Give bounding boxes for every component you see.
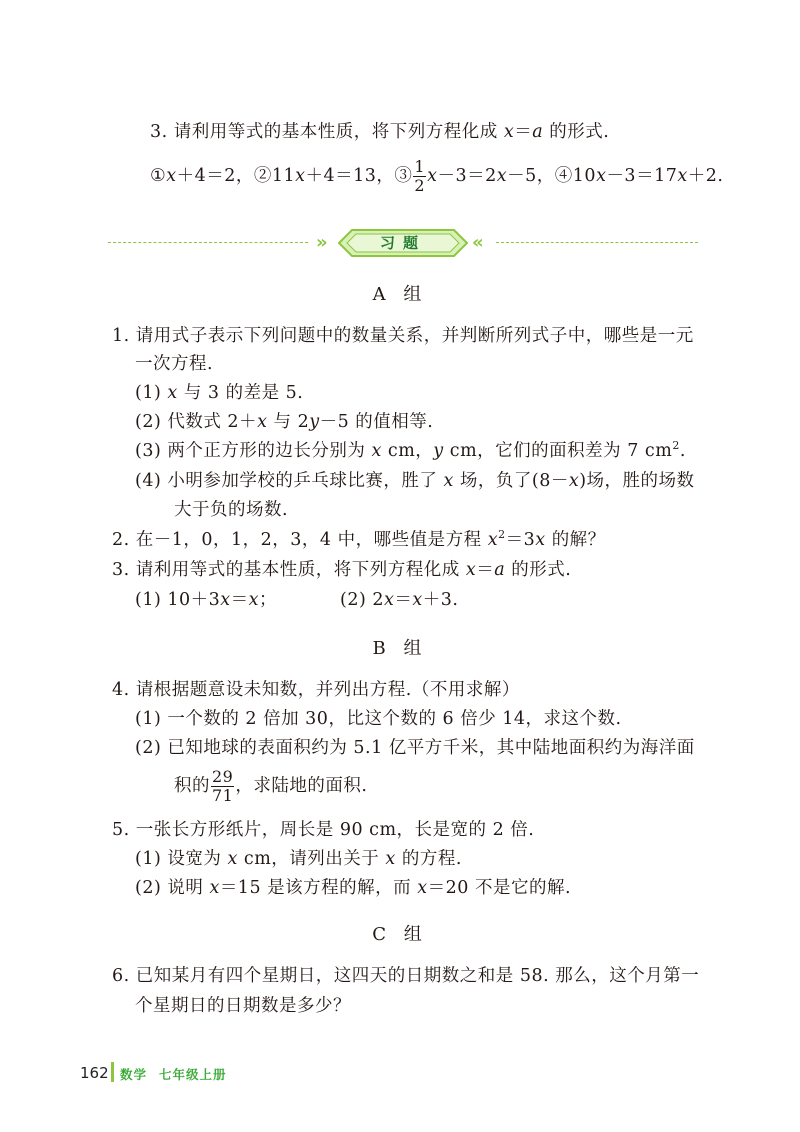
- equals-sign: ＝: [514, 122, 533, 142]
- page-number: 162: [80, 1064, 109, 1082]
- text: 的方程.: [401, 849, 462, 869]
- exercise-text: 请利用等式的基本性质，将下列方程化成: [173, 122, 498, 142]
- text: ＝: [394, 590, 413, 610]
- text: 的形式.: [511, 560, 572, 580]
- var-x: x: [257, 412, 268, 432]
- var-x: x: [167, 383, 178, 403]
- text: 2. 在－1，0，1，2，3，4 中，哪些值是方程: [112, 530, 482, 550]
- var-a: a: [494, 560, 506, 580]
- text: ＝3: [505, 530, 536, 550]
- var-x: x: [503, 122, 515, 142]
- var-x: x: [412, 590, 423, 610]
- text: 与 2: [273, 412, 310, 432]
- var-x: x: [596, 166, 607, 186]
- text: ＝: [476, 560, 495, 580]
- q4-line1: 4. 请根据题意设未知数，并列出方程.（不用求解）: [112, 680, 520, 700]
- book-title: [120, 1065, 227, 1083]
- header-dashed-line-left: [108, 242, 308, 243]
- var-x: x: [443, 471, 454, 491]
- text: cm，它们的面积差为 7 cm: [449, 441, 673, 461]
- var-x: x: [227, 849, 238, 869]
- circled-number: ②: [253, 166, 272, 186]
- text: (2) 说明: [135, 878, 204, 898]
- chevron-right-icon: »: [316, 232, 324, 253]
- var-x: x: [384, 590, 395, 610]
- var-x: x: [535, 530, 546, 550]
- text: 的解？: [551, 530, 606, 550]
- text: ；: [259, 590, 278, 610]
- var-x: x: [385, 849, 396, 869]
- book-grade: 七年级上册: [159, 1067, 227, 1082]
- text: 与 3 的差是 5.: [183, 383, 304, 403]
- q1-sub2: [135, 410, 433, 434]
- equation-text: ＋4＝2，: [176, 166, 254, 186]
- footer-divider: [111, 1062, 114, 1082]
- q1-sub4: [135, 469, 695, 493]
- var-x: x: [427, 166, 438, 186]
- fraction-denominator: 71: [212, 786, 234, 805]
- fraction-numerator: 29: [212, 767, 234, 786]
- var-x: x: [248, 590, 260, 610]
- q1-sub1: [135, 381, 303, 405]
- fraction-numerator: 1: [414, 157, 426, 176]
- var-x: x: [371, 441, 382, 461]
- text: ＝: [230, 590, 249, 610]
- var-x: x: [220, 590, 231, 610]
- q4-sub2-line2: [174, 766, 367, 806]
- book-subject: 数学: [120, 1067, 148, 1082]
- q1-line2: 一次方程.: [135, 354, 214, 374]
- var-x: x: [677, 166, 688, 186]
- text: (3) 两个正方形的边长分别为: [135, 441, 366, 461]
- equation-text: ＋2.: [687, 166, 724, 186]
- fraction-denominator: 2: [414, 176, 426, 195]
- equation-text: －3＝2: [437, 166, 497, 186]
- text: (2) 2: [340, 590, 384, 610]
- text: －5 的值相等.: [319, 412, 434, 432]
- var-x: x: [496, 166, 508, 186]
- superscript: 2: [498, 528, 506, 541]
- exercise-number: 3.: [150, 122, 168, 142]
- q4-sub2: (2) 已知地球的表面积约为 5.1 亿平方千米，其中陆地面积约为海洋面: [135, 738, 695, 758]
- equation-list: [150, 156, 723, 196]
- equation-text: －5，: [507, 166, 555, 186]
- exercise-tail: 的形式.: [549, 122, 610, 142]
- q3-part1: [135, 588, 277, 612]
- group-b-title: B 组: [372, 638, 428, 659]
- q4-sub1: (1) 一个数的 2 倍加 30，比这个数的 6 倍少 14，求这个数.: [135, 709, 622, 729]
- equation-text: 10: [572, 166, 597, 186]
- badge-label: 习题: [379, 234, 426, 252]
- var-a: a: [532, 122, 544, 142]
- superscript: 2: [672, 439, 680, 452]
- text: (4) 小明参加学校的乒乓球比赛，胜了: [135, 471, 438, 491]
- text: ，求陆地的面积.: [235, 776, 368, 796]
- var-x: x: [166, 166, 177, 186]
- q1-sub3: [135, 439, 686, 465]
- text: 3. 请利用等式的基本性质，将下列方程化成: [112, 560, 460, 580]
- q3-part2: [340, 588, 458, 612]
- text: (1): [135, 383, 162, 403]
- text: ＋3.: [422, 590, 459, 610]
- equation-text: ＋4＝13，: [305, 166, 395, 186]
- text: )场，胜的场数: [579, 471, 695, 491]
- q6-line1: 6. 已知某月有四个星期日，这四天的日期数之和是 58. 那么，这个月第一: [112, 966, 700, 986]
- text: ＝15 是该方程的解，而: [219, 878, 412, 898]
- text: (1) 设宽为: [135, 849, 222, 869]
- equation-text: －3＝17: [606, 166, 678, 186]
- header-dashed-line-right: [496, 242, 698, 243]
- circled-number: ④: [554, 166, 573, 186]
- var-x: x: [568, 471, 580, 491]
- exercise-badge: [338, 229, 468, 257]
- text: (1) 10＋3: [135, 590, 221, 610]
- var-x: x: [465, 560, 477, 580]
- q5-line1: 5. 一张长方形纸片，周长是 90 cm，长是宽的 2 倍.: [112, 820, 535, 840]
- group-c-title: C 组: [372, 924, 428, 945]
- q5-sub1: [135, 847, 462, 871]
- q1-line1: 1. 请用式子表示下列问题中的数量关系，并判断所列式子中，哪些是一元: [112, 326, 694, 346]
- circled-number: ③: [394, 166, 413, 186]
- q6-line2: 个星期日的日期数是多少？: [135, 996, 351, 1016]
- text: 积的: [174, 776, 210, 796]
- var-x: x: [209, 878, 220, 898]
- chevron-left-icon: «: [472, 232, 480, 253]
- fraction: [413, 158, 426, 195]
- fraction: [211, 768, 234, 805]
- text: cm，: [387, 441, 434, 461]
- q1-sub4-line2: 大于负的场数.: [174, 500, 289, 520]
- var-y: y: [433, 441, 444, 461]
- group-a-title: A 组: [372, 284, 428, 305]
- q5-sub2: [135, 876, 571, 900]
- var-x: x: [295, 166, 306, 186]
- q2-line: [112, 528, 606, 554]
- q3-line: [112, 558, 571, 582]
- text: .: [679, 441, 686, 461]
- var-x: x: [487, 530, 499, 550]
- exercise-3-prompt: [150, 120, 609, 144]
- circled-number: ①: [150, 166, 167, 186]
- var-y: y: [309, 412, 320, 432]
- equation-text: 11: [271, 166, 296, 186]
- text: cm，请列出关于: [243, 849, 380, 869]
- var-x: x: [417, 878, 428, 898]
- text: (2) 代数式 2＋: [135, 412, 258, 432]
- text: ＝20 不是它的解.: [427, 878, 572, 898]
- text: 场，负了(8－: [459, 471, 569, 491]
